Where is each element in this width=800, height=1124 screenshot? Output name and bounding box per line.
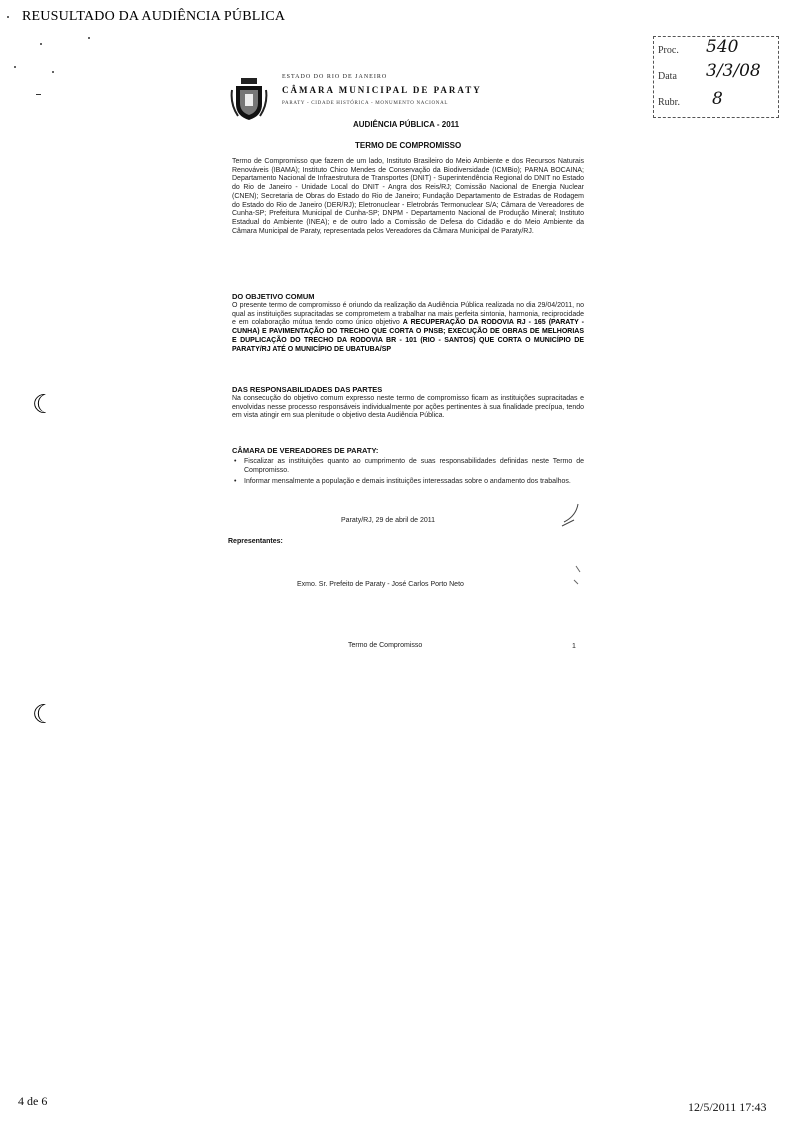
duties-list [232, 458, 584, 487]
stamp-value: 3/3/08 [706, 61, 761, 81]
punch-hole-mark-icon: ☾ [32, 390, 56, 420]
objective-paragraph [232, 302, 584, 354]
objective-text: O presente termo de compromisso é oriundo da realização da Audiência Pública realizada no dia 29/04/2011, no qual as instituições supracitadas se comprometem a trabalhar na mais perfeita sintonia, harmonia, reciprocidade e em colaboração mútua tendo como único objetivo [232, 302, 584, 327]
list-item: • Informar mensalmente a população e demais instituições interessadas sobre o andamento dos trabalhos. [232, 478, 584, 487]
speck [7, 16, 9, 18]
letterhead-chamber: CÂMARA MUNICIPAL DE PARATY [282, 85, 482, 95]
signatory-line: Exmo. Sr. Prefeito de Paraty - José Carlos Porto Neto [297, 581, 464, 588]
place-date: Paraty/RJ, 29 de abril de 2011 [341, 517, 436, 524]
protocol-stamp [653, 36, 779, 118]
punch-hole-mark-icon: ☾ [32, 700, 56, 730]
stamp-label: Data [658, 71, 677, 82]
handwritten-mark-icon [558, 500, 586, 590]
speck [36, 94, 41, 95]
section-heading: CÂMARA DE VEREADORES DE PARATY: [232, 446, 379, 455]
list-item: • Fiscalizar as instituições quanto ao cumprimento de suas responsabilidades definidas neste Termo de Compromisso. [232, 458, 584, 475]
letterhead-state: ESTADO DO RIO DE JANEIRO [282, 74, 388, 80]
page-title: REUSULTADO DA AUDIÊNCIA PÚBLICA [22, 9, 286, 24]
responsibilities-paragraph: Na consecução do objetivo comum expresso neste termo de compromisso ficam as instituições supracitadas e envolvidas nesse processo responsáveis individualmente por ações pertinentes à sua finalidade precípua, tendo em vista atingir em sua plenitude o objetivo desta Audiência Pública. [232, 395, 584, 420]
representatives-label: Representantes: [228, 538, 283, 545]
stamp-label: Proc. [658, 45, 679, 56]
doc-footer-page: 1 [572, 643, 576, 650]
speck [40, 43, 42, 45]
intro-paragraph: Termo de Compromisso que fazem de um lado, Instituto Brasileiro do Meio Ambiente e dos Recursos Naturais Renováveis (IBAMA); Instituto Chico Mendes de Conservação da Biodiversidade (ICMBio); PARNA BOCAINA; Departamento Nacional de Infraestrutura de Transportes (DNIT) - Superintendência Regional do DNIT no Estado do Rio de Janeiro - Unidade Local do DNIT - Angra dos Reis/RJ; Comissão Nacional de Energia Nuclear (CNEN); Secretaria de Obras do Estado do Rio de Janeiro; Fundação Departamento de Estradas de Rodagem do Estado do Rio de Janeiro (DER/RJ); Eletronuclear - Eletrobrás Termonuclear S/A; Câmara de Vereadores de Cunha-SP; Prefeitura Municipal de Cunha-SP; DNPM - Departamento Nacional de Produção Mineral; Instituto Estadual do Ambiente (INEA); e de outro lado a Comissão de Defesa do Cidadão e do Meio Ambiente da Câmara Municipal de Paraty, representada pelos Vereadores da Câmara Municipal de Paraty/RJ. [232, 158, 584, 235]
speck [52, 71, 54, 73]
doc-footer-label: Termo de Compromisso [348, 642, 423, 649]
section-heading: DAS RESPONSABILIDADES DAS PARTES [232, 385, 383, 394]
section-heading: DO OBJETIVO COMUM [232, 292, 315, 301]
print-timestamp: 12/5/2011 17:43 [688, 1100, 767, 1114]
letterhead-motto: PARATY - CIDADE HISTÓRICA - MONUMENTO NACIONAL [282, 101, 449, 106]
event-title: AUDIÊNCIA PÚBLICA - 2011 [353, 120, 460, 129]
page-counter: 4 de 6 [18, 1094, 48, 1108]
duties-list-container [232, 458, 584, 490]
speck [88, 37, 90, 39]
speck [14, 66, 16, 68]
objective-emphasis: A RECUPERAÇÃO DA RODOVIA RJ - 165 (PARATY - CUNHA) E PAVIMENTAÇÃO DO TRECHO QUE CORTA O PNSB; EXECUÇÃO DE OBRAS DE MELHORIAS E DUPLICAÇÃO DO TRECHO DA RODOVIA BR - 101 (RIO - SANTOS) QUE CORTA O MUNICÍPIO DE PARATY/RJ ATÉ O MUNICÍPIO DE UBATUBA/SP [232, 319, 584, 353]
stamp-value: 8 [712, 89, 723, 109]
coat-of-arms-icon [230, 76, 268, 122]
stamp-value: 540 [706, 37, 739, 57]
document-title: TERMO DE COMPROMISSO [355, 141, 462, 150]
stamp-label: Rubr. [658, 97, 680, 108]
